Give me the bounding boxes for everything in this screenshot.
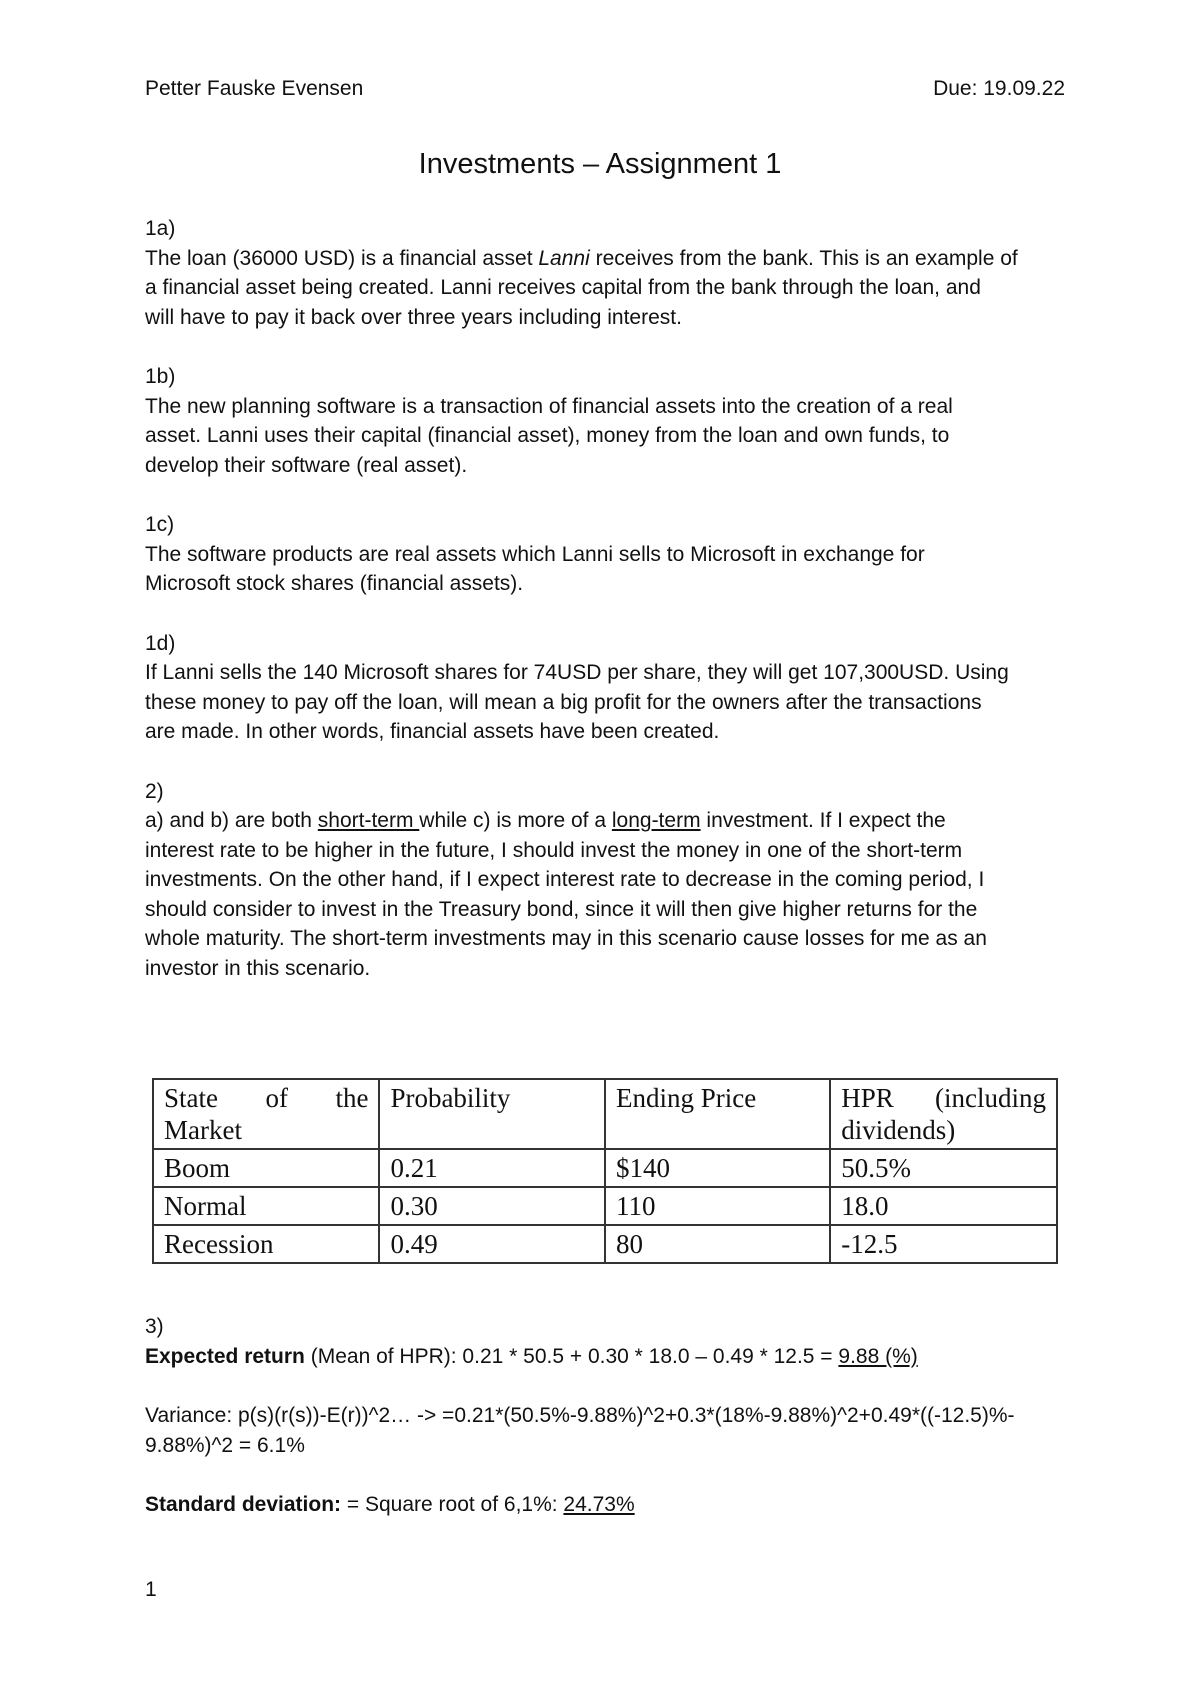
cell-probability: 0.30 — [379, 1187, 605, 1225]
q1b-line-3: develop their software (real asset). — [145, 454, 468, 477]
variance-line-1: Variance: p(s)(r(s))-E(r))^2… -> =0.21*(50.5%-9.88%)^2+0.3*(18%-9.88%)^2+0.49*((-12.5)%- — [145, 1404, 1015, 1427]
table-row — [153, 1187, 1057, 1225]
author-name: Petter Fauske Evensen — [145, 77, 364, 100]
page-title: Investments – Assignment 1 — [418, 148, 782, 180]
variance-line-2: 9.88%)^2 = 6.1% — [145, 1434, 305, 1457]
q2-line-4: should consider to invest in the Treasury bond, since it will then give higher returns for the — [145, 898, 978, 921]
q1d-line-2: these money to pay off the loan, will mean a big profit for the owners after the transactions — [145, 691, 982, 714]
long-term-underlined: long-term — [611, 809, 701, 832]
header-probability: Probability — [379, 1079, 605, 1149]
cell-ending-price: 110 — [605, 1187, 830, 1225]
market-scenario-table — [152, 1078, 1058, 1264]
header-hpr: HPR (including dividends) — [830, 1079, 1057, 1149]
q1d-line-1: If Lanni sells the 140 Microsoft shares for 74USD per share, they will get 107,300USD. Using — [145, 661, 1009, 684]
q1a-label: 1a) — [145, 217, 176, 240]
q2-line-2: interest rate to be higher in the future, I should invest the money in one of the short-term — [145, 839, 963, 862]
cell-hpr: -12.5 — [830, 1225, 1057, 1263]
cell-ending-price: 80 — [605, 1225, 830, 1263]
q2-label: 2) — [145, 780, 164, 803]
short-term-underlined: short-term — [317, 809, 420, 832]
cell-state: Boom — [153, 1149, 379, 1187]
cell-hpr: 18.0 — [830, 1187, 1057, 1225]
company-name-italic: Lanni — [538, 247, 590, 270]
table-row — [153, 1225, 1057, 1263]
q1c-line-1: The software products are real assets which Lanni sells to Microsoft in exchange for — [145, 543, 925, 566]
table-header-row — [153, 1079, 1057, 1149]
q2-line-6: investor in this scenario. — [145, 957, 371, 980]
cell-probability: 0.49 — [379, 1225, 605, 1263]
cell-state: Normal — [153, 1187, 379, 1225]
q1a-line-3: will have to pay it back over three years including interest. — [145, 306, 682, 329]
expected-return-line: Expected return (Mean of HPR): 0.21 * 50.5 + 0.30 * 18.0 – 0.49 * 12.5 = 9.88 (%) — [145, 1345, 918, 1368]
q1c-line-2: Microsoft stock shares (financial assets). — [145, 572, 524, 595]
q1d-line-3: are made. In other words, financial assets have been created. — [145, 720, 720, 743]
header-state-of-market: State of the Market — [153, 1079, 379, 1149]
q2-line-1: a) and b) are both short-term while c) is more of a long-term investment. If I expect the — [145, 809, 946, 832]
q1b-line-1: The new planning software is a transaction of financial assets into the creation of a real — [145, 395, 953, 418]
page-number: 1 — [145, 1578, 157, 1601]
std-dev-line: Standard deviation: = Square root of 6,1%: 24.73% — [145, 1493, 635, 1516]
table-row — [153, 1149, 1057, 1187]
q1a-line-2: a financial asset being created. Lanni receives capital from the bank through the loan, and — [145, 276, 981, 299]
q3-label: 3) — [145, 1315, 164, 1338]
q1b-line-2: asset. Lanni uses their capital (financial asset), money from the loan and own funds, to — [145, 424, 950, 447]
cell-state: Recession — [153, 1225, 379, 1263]
cell-ending-price: $140 — [605, 1149, 830, 1187]
q1a-line-1: The loan (36000 USD) is a financial asset Lanni receives from the bank. This is an example of — [145, 247, 1018, 270]
header-ending-price: Ending Price — [605, 1079, 830, 1149]
cell-probability: 0.21 — [379, 1149, 605, 1187]
std-dev-result: 24.73% — [563, 1493, 635, 1516]
q1c-label: 1c) — [145, 513, 175, 536]
q1d-label: 1d) — [145, 632, 176, 655]
expected-return-result: 9.88 (%) — [838, 1345, 918, 1368]
q2-line-5: whole maturity. The short-term investments may in this scenario cause losses for me as an — [145, 927, 987, 950]
q1b-label: 1b) — [145, 365, 176, 388]
due-date: Due: 19.09.22 — [933, 77, 1065, 100]
q2-line-3: investments. On the other hand, if I expect interest rate to decrease in the coming period, I — [145, 868, 985, 891]
cell-hpr: 50.5% — [830, 1149, 1057, 1187]
